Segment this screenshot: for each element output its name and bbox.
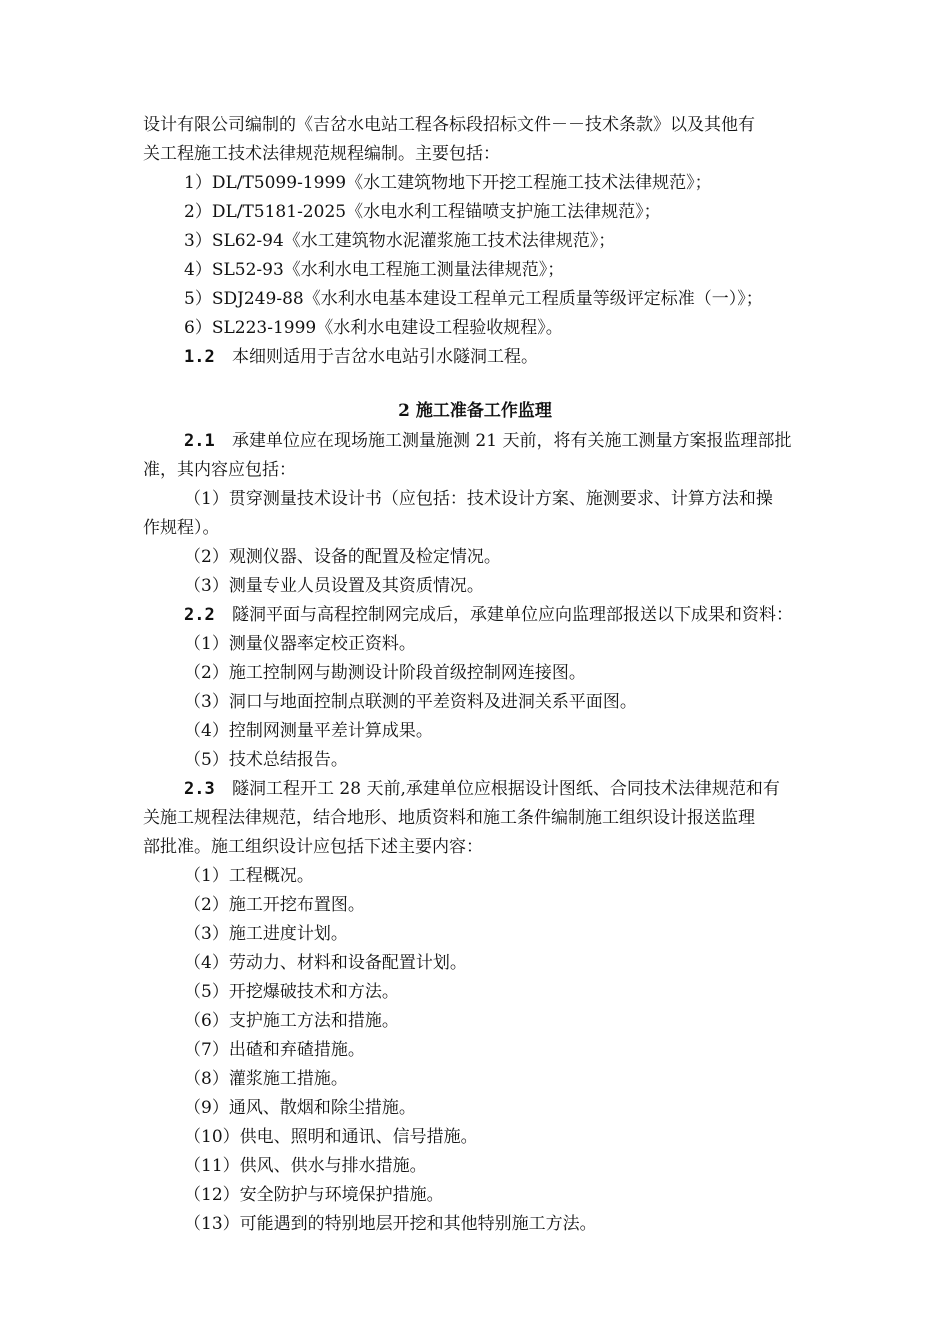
clause-2-3-item-8: （8）灌浆施工措施。	[184, 1069, 348, 1089]
clause-2-2-item-3: （3）洞口与地面控制点联测的平差资料及进洞关系平面图。	[184, 692, 637, 712]
clause-2-3-item-13: （13）可能遇到的特别地层开挖和其他特别施工方法。	[184, 1214, 597, 1234]
section-heading: 2 施工准备工作监理	[398, 401, 552, 421]
clause-2-3-item-9: （9）通风、散烟和除尘措施。	[184, 1098, 416, 1118]
clause-text: 隧洞工程开工 28 天前,承建单位应根据设计图纸、合同技术法律规范和有	[232, 779, 780, 799]
standard-item-4: 4）SL52-93《水利水电工程施工测量法律规范》；	[184, 260, 565, 280]
clause-2-1-item-2: （2）观测仪器、设备的配置及检定情况。	[184, 547, 501, 567]
intro-line-2: 关工程施工技术法律规范规程编制。主要包括：	[143, 144, 500, 164]
clause-number: 2.1	[184, 431, 215, 451]
clause-2-1-line-2: 准，其内容应包括：	[143, 460, 296, 480]
clause-2-3-item-7: （7）出碴和弃碴措施。	[184, 1040, 365, 1060]
clause-2-1-item-1-line-2: 作规程）。	[143, 518, 220, 538]
clause-number: 1.2	[184, 347, 215, 367]
clause-text: 隧洞平面与高程控制网完成后，承建单位应向监理部报送以下成果和资料：	[232, 605, 793, 625]
standard-item-6: 6）SL223-1999《水利水电建设工程验收规程》。	[184, 318, 563, 338]
clause-2-3-item-6: （6）支护施工方法和措施。	[184, 1011, 399, 1031]
clause-2-3-item-11: （11）供风、供水与排水措施。	[184, 1156, 427, 1176]
clause-2-1-item-3: （3）测量专业人员设置及其资质情况。	[184, 576, 484, 596]
clause-2-2-item-2: （2）施工控制网与勘测设计阶段首级控制网连接图。	[184, 663, 586, 683]
clause-2-3-item-1: （1）工程概况。	[184, 866, 314, 886]
clause-2-2-item-5: （5）技术总结报告。	[184, 750, 348, 770]
clause-text: 承建单位应在现场施工测量施测 21 天前，将有关施工测量方案报监理部批	[232, 431, 792, 451]
clause-1-2	[0, 343, 950, 372]
clause-text: 本细则适用于吉岔水电站引水隧洞工程。	[232, 347, 538, 367]
clause-2-3-item-5: （5）开挖爆破技术和方法。	[184, 982, 399, 1002]
standard-item-1: 1）DL/T5099-1999《水工建筑物地下开挖工程施工技术法律规范》；	[184, 173, 712, 193]
standard-item-2: 2）DL/T5181-2025《水电水利工程锚喷支护施工法律规范》；	[184, 202, 661, 222]
clause-2-1-item-1-line-1: （1）贯穿测量技术设计书（应包括：技术设计方案、施测要求、计算方法和操	[184, 489, 773, 509]
clause-2-2	[0, 601, 950, 630]
clause-2-3-item-10: （10）供电、照明和通讯、信号措施。	[184, 1127, 478, 1147]
clause-2-3-item-3: （3）施工进度计划。	[184, 924, 348, 944]
intro-line-1: 设计有限公司编制的《吉岔水电站工程各标段招标文件－－技术条款》以及其他有	[143, 115, 755, 135]
clause-number: 2.3	[184, 779, 215, 799]
clause-2-3-item-12: （12）安全防护与环境保护措施。	[184, 1185, 444, 1205]
clause-2-3-item-4: （4）劳动力、材料和设备配置计划。	[184, 953, 467, 973]
clause-2-3-line-1	[0, 775, 950, 804]
clause-number: 2.2	[184, 605, 215, 625]
clause-2-1-line-1	[0, 427, 950, 456]
clause-2-3-line-3: 部批准。施工组织设计应包括下述主要内容：	[143, 837, 483, 857]
clause-2-2-item-1: （1）测量仪器率定校正资料。	[184, 634, 416, 654]
clause-2-2-item-4: （4）控制网测量平差计算成果。	[184, 721, 433, 741]
standard-item-5: 5）SDJ249-88《水利水电基本建设工程单元工程质量等级评定标准（一）》；	[184, 289, 763, 309]
clause-2-3-item-2: （2）施工开挖布置图。	[184, 895, 365, 915]
clause-2-3-line-2: 关施工规程法律规范，结合地形、地质资料和施工条件编制施工组织设计报送监理	[143, 808, 755, 828]
standard-item-3: 3）SL62-94《水工建筑物水泥灌浆施工技术法律规范》；	[184, 231, 616, 251]
